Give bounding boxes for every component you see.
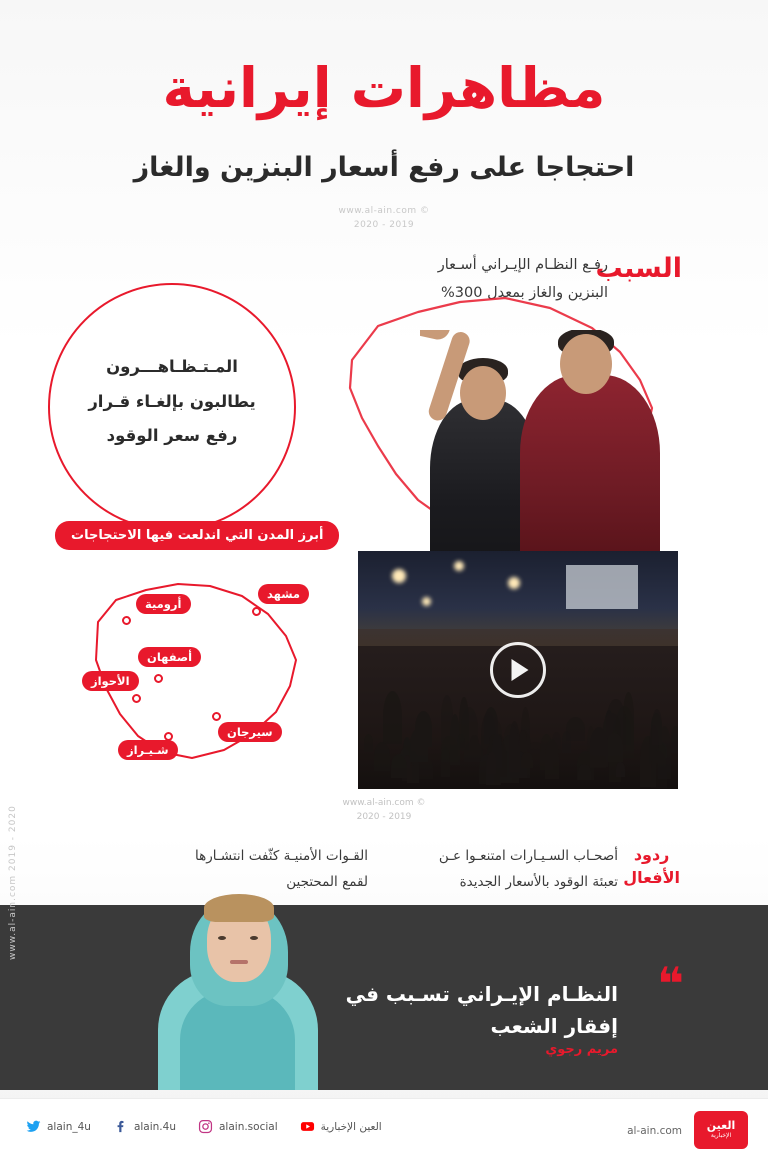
crowd-person-silhouette <box>441 695 454 743</box>
footer-url[interactable]: al-ain.com <box>627 1125 682 1137</box>
instagram-icon <box>198 1119 213 1134</box>
crowd-person-silhouette <box>671 726 678 753</box>
portrait-mouth <box>230 960 248 964</box>
city-label: أصفهان <box>138 647 201 667</box>
demand-line3: رفع سعر الوقود <box>106 426 238 446</box>
video-stage-screen <box>566 565 638 609</box>
watermark-top-line1: © www.al-ain.com <box>338 206 430 216</box>
page-subtitle: احتجاجا على رفع أسعار البنزين والغاز <box>133 152 635 183</box>
city-dot-marker <box>252 607 261 616</box>
crowd-person-silhouette <box>457 734 465 749</box>
quote-author: مريم رجوي <box>545 1042 618 1057</box>
crowd-person-silhouette <box>616 762 625 776</box>
watermark-video-line2: 2019 - 2020 <box>356 811 412 822</box>
crowd-person-silhouette <box>606 733 624 761</box>
crowd-person-silhouette <box>562 731 571 753</box>
crowd-person-silhouette <box>590 727 608 767</box>
social-links <box>26 1119 382 1134</box>
crowd-person-silhouette <box>470 735 479 751</box>
city-dot-marker <box>122 616 131 625</box>
reactions-badge-line2: الأفعال <box>623 868 680 888</box>
crowd-person-silhouette <box>374 742 390 771</box>
city-dot-marker <box>164 732 173 741</box>
city-dot-marker <box>154 674 163 683</box>
social-link[interactable] <box>113 1119 176 1134</box>
city-dot-marker <box>212 712 221 721</box>
reason-text-line2: البنزين والغاز بمعدل 300% <box>441 284 608 301</box>
social-handle: العين الإخبارية <box>320 1120 382 1133</box>
reaction-drivers-line2: تعبئة الوقود بالأسعار الجديدة <box>459 874 618 891</box>
social-link[interactable] <box>198 1119 278 1134</box>
stage-light-1 <box>392 569 406 583</box>
cities-badge: أبرز المدن التي اندلعت فيها الاحتجاجات <box>55 521 339 550</box>
crowd-person-silhouette <box>391 755 407 778</box>
play-triangle-icon <box>512 659 529 681</box>
protester-one-head <box>460 366 506 420</box>
demand-text <box>62 350 282 454</box>
facebook-icon <box>113 1119 128 1134</box>
watermark-side: www.al-ain.com 2019 - 2020 <box>8 805 18 960</box>
protester-two-head <box>560 334 612 394</box>
reaction-security-line2: لقمع المحتجين <box>286 874 368 891</box>
reason-text-line1: رفـع النظـام الإيـراني أسـعار <box>437 257 608 273</box>
reactions-badge-line1: ردود <box>633 845 670 864</box>
watermark-video-line1: © www.al-ain.com <box>342 798 426 808</box>
page-title: مظاهرات إيرانية <box>162 56 606 120</box>
reason-badge: السبب <box>595 253 682 284</box>
crowd-person-silhouette <box>492 733 502 768</box>
quote-mark-icon: ❝ <box>657 957 680 1011</box>
social-handle: alain_4u <box>47 1120 91 1133</box>
watermark-top <box>0 205 768 232</box>
site-logo[interactable] <box>694 1111 748 1149</box>
reaction-security-line1: القـوات الأمنيـة كثّفت انتشـارها <box>194 848 368 864</box>
city-label: أرومية <box>136 594 191 614</box>
watermark-top-line2: 2019 - 2020 <box>353 219 415 230</box>
quote-line2: إفقار الشعب <box>490 1014 618 1038</box>
twitter-icon <box>26 1119 41 1134</box>
city-label: سيرجان <box>218 722 282 742</box>
portrait-maryam-rajavi <box>150 875 325 1090</box>
quote-line1: النظـام الإيـراني تسـبب في <box>345 982 618 1006</box>
site-logo-sub: الإخبارية <box>710 1131 732 1139</box>
crowd-person-silhouette <box>364 734 373 752</box>
stage-light-3 <box>508 577 520 589</box>
reaction-item-drivers <box>390 843 618 896</box>
city-label: مشهد <box>258 584 309 604</box>
watermark-video <box>0 797 768 824</box>
video-player[interactable] <box>358 551 678 789</box>
crowd-person-silhouette <box>415 711 432 747</box>
crowd-person-silhouette <box>383 691 403 744</box>
crowd-person-silhouette <box>545 739 559 779</box>
crowd-person-silhouette <box>521 752 533 769</box>
crowd-person-silhouette <box>652 709 662 745</box>
site-logo-text: العين <box>706 1119 736 1133</box>
youtube-icon <box>300 1119 315 1134</box>
stage-light-2 <box>454 561 464 571</box>
crowd-person-silhouette <box>578 764 591 780</box>
social-link[interactable] <box>26 1119 91 1134</box>
demand-line2: يطالبون بإلغـاء قـرار <box>88 391 256 411</box>
portrait-hair <box>204 894 274 922</box>
social-handle: alain.social <box>218 1120 278 1133</box>
stage-light-4 <box>422 597 431 606</box>
quote-text <box>288 978 618 1042</box>
portrait-eye-left <box>218 936 226 940</box>
city-label: شـيـراز <box>118 740 178 760</box>
protester-two-body <box>520 375 660 570</box>
footer-bar <box>0 1098 768 1160</box>
demand-line1: المـتـظـاهـــرون <box>106 357 238 376</box>
play-button[interactable] <box>490 642 546 698</box>
social-link[interactable] <box>300 1119 382 1134</box>
reactions-badge <box>623 843 680 889</box>
portrait-eye-right <box>250 936 258 940</box>
reaction-drivers-line1: أصحـاب السـيـارات امتنعـوا عـن <box>438 848 618 864</box>
city-dot-marker <box>132 694 141 703</box>
protesters-photo <box>420 330 670 570</box>
iran-cities-map <box>60 562 320 792</box>
social-handle: alain.4u <box>133 1120 176 1133</box>
city-label: الأحواز <box>82 671 139 691</box>
